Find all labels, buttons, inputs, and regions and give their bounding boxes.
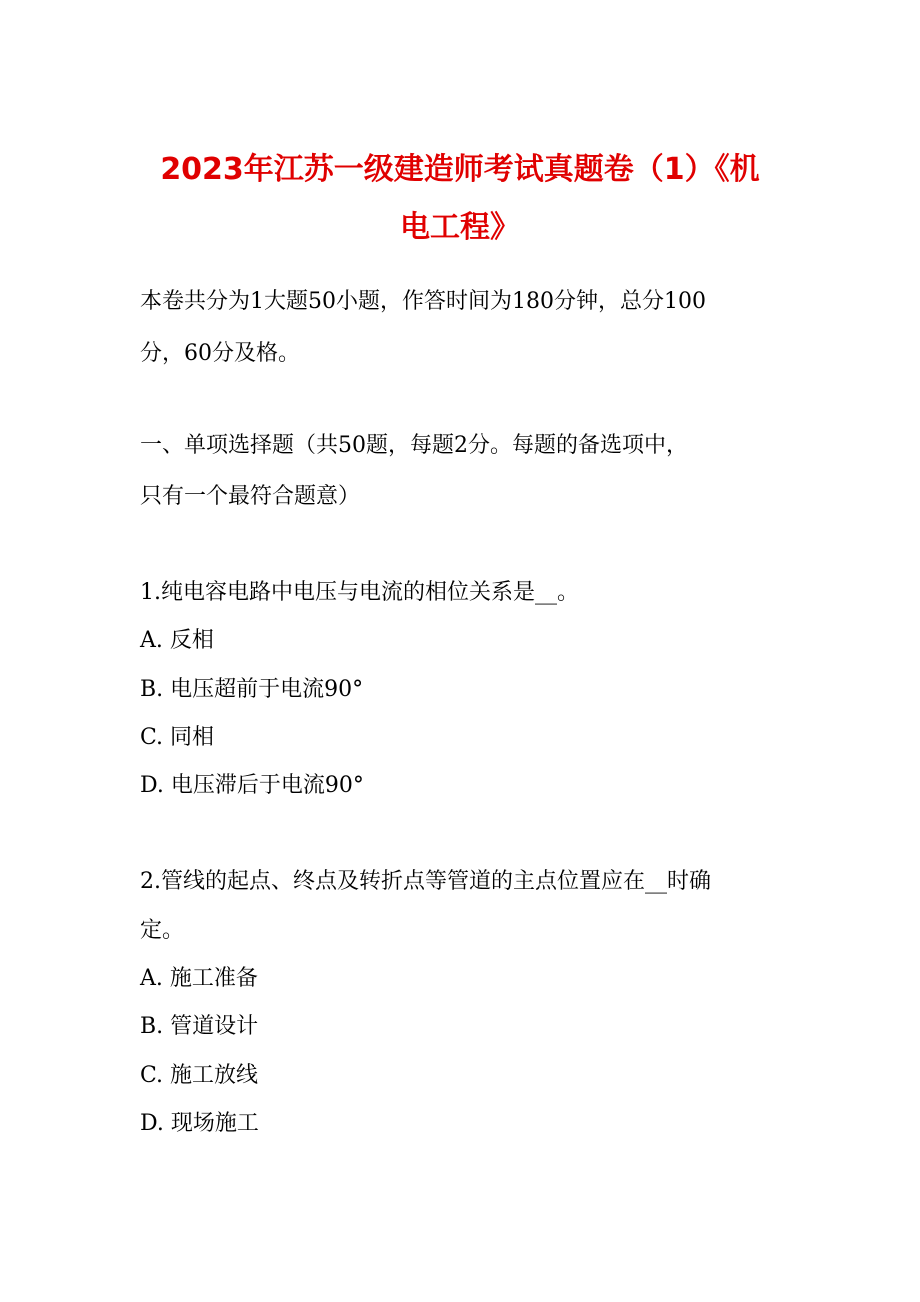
- intro-text-line-1: 本卷共分为1大题50小题，作答时间为180分钟，总分100: [140, 289, 706, 314]
- question-2-option-b: B. 管道设计: [140, 1014, 259, 1039]
- question-2-stem-line-1: 2.管线的起点、终点及转折点等管道的主点位置应在__时确: [140, 869, 711, 894]
- question-1-option-b: B. 电压超前于电流90°: [140, 677, 364, 702]
- question-1-stem: 1.纯电容电路中电压与电流的相位关系是__。: [140, 580, 579, 605]
- question-2-option-a: A. 施工准备: [140, 966, 258, 991]
- question-1-option-c: C. 同相: [140, 725, 215, 750]
- question-2-option-c: C. 施工放线: [140, 1063, 259, 1088]
- question-2-option-d: D. 现场施工: [140, 1111, 259, 1136]
- section-heading-line-1: 一、单项选择题（共50题，每题2分。每题的备选项中，: [140, 433, 688, 458]
- intro-text-line-2: 分，60分及格。: [140, 341, 300, 366]
- document-title-line-1: 2023年江苏一级建造师考试真题卷（1）《机: [160, 152, 760, 187]
- question-1-option-d: D. 电压滞后于电流90°: [140, 773, 364, 798]
- document-title-line-2: 电工程》: [400, 210, 520, 245]
- section-heading-line-2: 只有一个最符合题意）: [140, 484, 361, 509]
- question-1-option-a: A. 反相: [140, 628, 214, 653]
- question-2-stem-line-2: 定。: [140, 918, 185, 943]
